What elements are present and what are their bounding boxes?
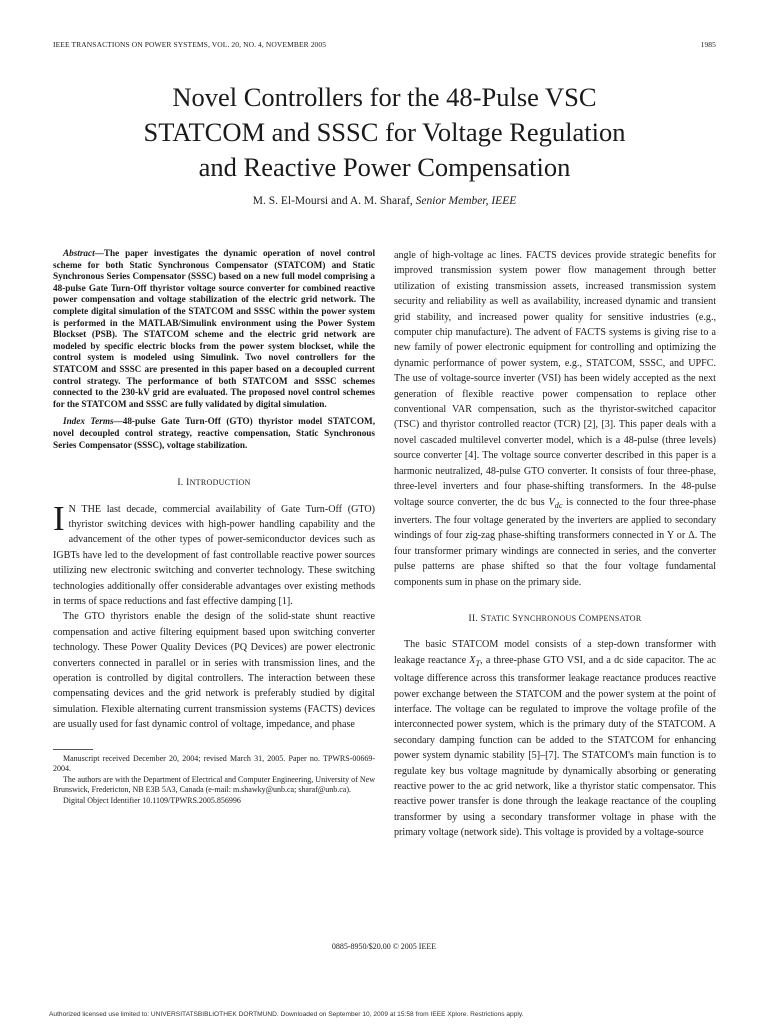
abstract <box>53 248 375 410</box>
index-terms-text: 48-pulse Gate Turn-Off (GTO) thyristor model STATCOM, novel decoupled control strategy, reactive compensation, Static Synchronous Series Compensator (SSSC), voltage stabilization. <box>53 416 375 450</box>
right-column <box>394 248 716 841</box>
abstract-label: Abstract— <box>63 248 104 258</box>
footnotes <box>53 749 375 807</box>
index-terms <box>53 416 375 451</box>
symbol-xt: $X_T$ <box>469 654 481 668</box>
section-heading-statcom: II. STATIC SYNCHRONOUS COMPENSATOR <box>468 613 642 624</box>
issn-copyright: 0885-8950/$20.00 © 2005 IEEE <box>331 942 437 951</box>
footnote-manuscript: Manuscript received December 20, 2004; revised March 31, 2005. Paper no. TPWRS-00669-2004. <box>53 753 375 774</box>
license-notice: Authorized licensed use limited to: UNIVERSITATSBIBLIOTHEK DORTMUND. Downloaded on September 10, 2009 at 15:58 from IEEE Xplore. Restrictions apply. <box>49 1011 524 1018</box>
intro-paragraph-3: angle of high-voltage ac lines. FACTS devices provide strategic benefits for improved transmission system power flow management through better utilization of existing transmission assets, increased transmission system security and reliability as well as availability, increased dynamic and transient grid stability, and increased power quality for sensitive industries (e.g., computer chip manufacture). The advent of FACTS systems is giving rise to a new family of power electronic equipment for controlling and optimizing the dynamic performance of power system, e.g., STATCOM, SSSC, and UPFC. The use of voltage-source inverter (VSI) has been widely accepted as the next generation of flexible reactive power compensation to replace other conventional VAR compensation, such as the thyristor-switched capacitor (TSC) and thyristor controlled reactor (TCR) [2], [3]. This paper deals with a novel cascaded multilevel converter model, which is a 48-pulse (three levels) source converter [4]. The voltage source converter described in this paper is a harmonic neutralized, 48-pulse GTO converter. It consists of four three-phase, three-level inverters and four phase-shifting transformers. In the 48-pulse voltage source converter, the dc bus $V_{dc}$ is connected to the four three-phase inverters. The four voltage generated by the inverters are applied to secondary windings of four zig-zag phase-shifting transformers connected in Y or Δ. The four transformer primary windings are connected in series, and the converter pulse patterns are phase shifted so that the four voltage fundamental components sum in phase on the primary side. <box>394 250 716 588</box>
author-line <box>53 193 716 209</box>
intro-paragraph-2: The GTO thyristors enable the design of the solid-state shunt reactive compensation and active filtering equipment based upon switching converter technology. These Power Quality Devices (PQ Devices) are power electronic converters connected in parallel or in series with transmission lines, and the operation is controlled by digital controllers. The interaction between these compensating devices and the grid network is preferably studied by digital simulation. Flexible alternating current transmission systems (FACTS) devices are usually used for fast dynamic control of voltage, impedance, and phase <box>53 611 375 731</box>
author-names: M. S. El-Moursi and A. M. Sharaf, <box>252 195 413 207</box>
abstract-text: The paper investigates the dynamic operation of novel control scheme for both Static Synchronous Compensator (STATCOM) and Static Synchronous Series Compensator (SSSC) based on a new full model comprising a 48-pulse Gate Turn-Off thyristor voltage source converter for combined reactive power compensation and voltage stabilization of the electric grid network. The complete digital simulation of the STATCOM and SSSC within the power system is performed in the MATLAB/Simulink environment using the Power System Blockset (PSB). The STATCOM scheme and the electric grid network are modeled by specific electric blocks from the power system blockset, while the control system is modeled using Simulink. Two novel controllers for the STATCOM and SSSC are presented in this paper based on a decoupled current control strategy. The performance of both STATCOM and SSSC schemes connected to the 230-kV grid are evaluated. The proposed novel control schemes for the STATCOM and SSSC are fully validated by digital simulation. <box>53 248 375 409</box>
paper-title <box>53 80 716 185</box>
journal-citation: IEEE TRANSACTIONS ON POWER SYSTEMS, VOL. 20, NO. 4, NOVEMBER 2005 <box>53 40 327 49</box>
page-number: 1985 <box>700 40 716 49</box>
footnote-rule <box>53 749 93 750</box>
running-head <box>53 40 716 50</box>
footnote-doi: Digital Object Identifier 10.1109/TPWRS.2005.856996 <box>63 795 241 805</box>
footnote-affiliation: The authors are with the Department of Electrical and Computer Engineering, University of New Brunswick, Fredericton, NB E3B 5A3, Canada (e-mail: m.shawky@unb.ca; sharaf@unb.ca). <box>53 774 375 795</box>
section-heading-introduction: I. INTRODUCTION <box>177 478 251 489</box>
title-line: and Reactive Power Compensation <box>198 152 571 182</box>
title-line: Novel Controllers for the 48-Pulse VSC <box>172 82 597 112</box>
symbol-vdc: $V_{dc}$ <box>548 496 563 510</box>
left-column <box>53 248 375 841</box>
statcom-paragraph: The basic STATCOM model consists of a step-down transformer with leakage reactance $X_T$, a three-phase GTO VSI, and a dc side capacitor. The ac voltage difference across this transformer leakage reactance produces reactive power exchange between the STATCOM and the power system at the point of interface. The voltage can be regulated to improve the voltage profile of the interconnected power system, which is the primary duty of the STATCOM. A secondary damping function can be added to the STATCOM for enhancing power system dynamic stability [5]–[7]. The STATCOM's main function is to regulate key bus voltage magnitude by dynamically absorbing or generating reactive power to the ac grid network, like a thyristor static compensator. This reactive power transfer is done through the leakage reactance of the coupling transformer by using a secondary transformer voltage in phase with the primary voltage (network side). This voltage is provided by a voltage-source <box>394 639 716 839</box>
author-grade: Senior Member, IEEE <box>415 195 517 207</box>
index-terms-label: Index Terms— <box>63 416 123 427</box>
title-line: STATCOM and SSSC for Voltage Regulation <box>143 117 626 147</box>
drop-cap: I <box>53 498 65 538</box>
body-columns <box>53 248 716 841</box>
intro-paragraph-1: I N THE last decade, commercial availability of Gate Turn-Off (GTO) thyristor switching devices with high-power handling capability and the advancement of the other types of power-semiconductor devices such as IGBTs have led to the development of fast controllable reactive power sources utilizing new electronic switching and converter technology. These switching technologies additionally offer considerable advantages over existing methods in terms of space reductions and fast effective damping [1]. <box>53 498 375 607</box>
